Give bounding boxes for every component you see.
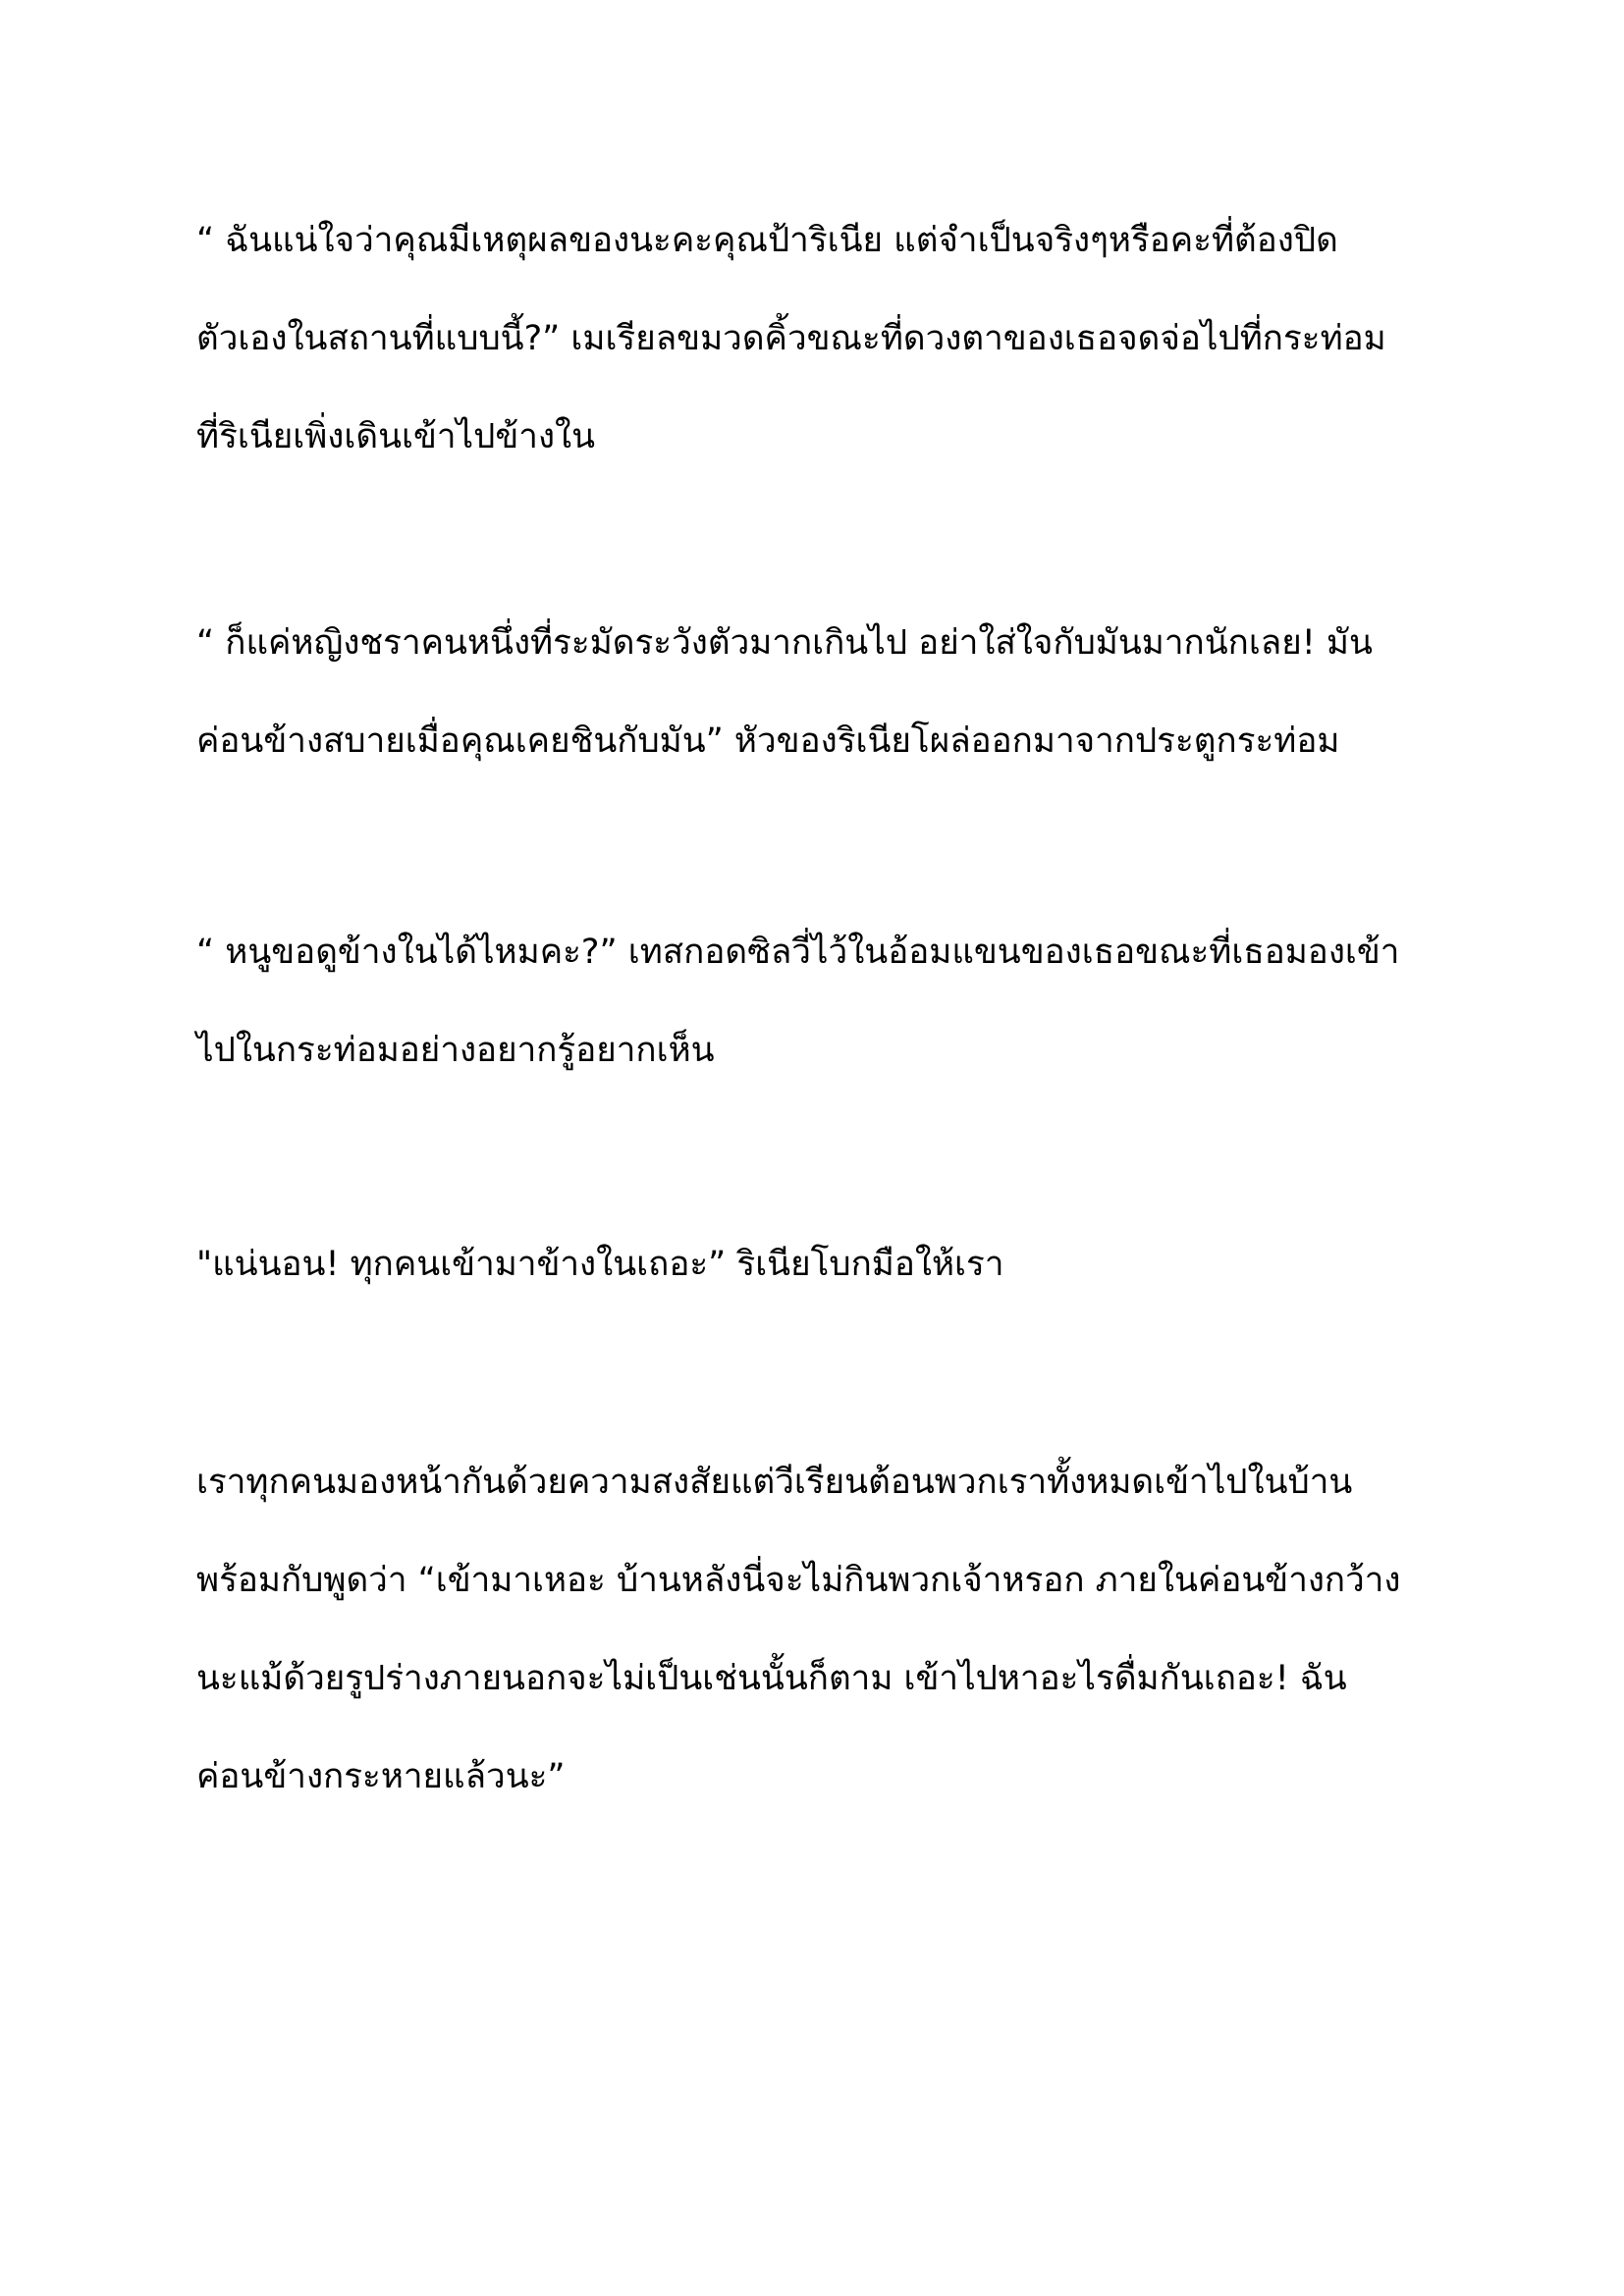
text-line: เราทุกคนมองหน้ากันด้วยความสงสัยแต่วีเรียนต้อนพวกเราทั้งหมดเข้าไปในบ้าน [196, 1463, 1353, 1502]
text-line: “ ก็แค่หญิงชราคนหนึ่งที่ระมัดระวังตัวมากเกินไป อย่าใส่ใจกับมันมากนักเลย! มัน [196, 623, 1373, 663]
paragraph-1 [196, 191, 1453, 486]
text-line: “ หนูขอดูข้างในได้ไหมคะ?” เทสกอดซิลวี่ไว้ในอ้อมแขนของเธอขณะที่เธอมองเข้า [196, 933, 1400, 972]
text-line: ที่ริเนียเพิ่งเดินเข้าไปข้างใน [196, 417, 596, 456]
text-line: ตัวเองในสถานที่แบบนี้?” เมเรียลขมวดคิ้วขณะที่ดวงตาของเธอจดจ่อไปที่กระท่อม [196, 319, 1386, 358]
paragraph-3 [196, 903, 1453, 1099]
paragraph-5 [196, 1433, 1453, 1826]
text-line: "แน่นอน! ทุกคนเข้ามาข้างในเถอะ” ริเนียโบกมือให้เรา [196, 1245, 1004, 1284]
text-line: นะแม้ด้วยรูปร่างภายนอกจะไม่เป็นเช่นนั้นก็ตาม เข้าไปหาอะไรดื่มกันเถอะ! ฉัน [196, 1659, 1347, 1698]
paragraph-2 [196, 594, 1453, 790]
text-line: ค่อนข้างสบายเมื่อคุณเคยชินกับมัน” หัวของริเนียโผล่ออกมาจากประตูกระท่อม [196, 721, 1340, 761]
text-line: ไปในกระท่อมอย่างอยากรู้อยากเห็น [196, 1031, 715, 1070]
text-line: “ ฉันแน่ใจว่าคุณมีเหตุผลของนะคะคุณป้าริเนีย แต่จำเป็นจริงๆหรือคะที่ต้องปิด [196, 221, 1338, 260]
text-line: ค่อนข้างกระหายแล้วนะ” [196, 1757, 566, 1796]
text-line: พร้อมกับพูดว่า “เข้ามาเหอะ บ้านหลังนี่จะไม่กินพวกเจ้าหรอก ภายในค่อนข้างกว้าง [196, 1561, 1401, 1600]
paragraph-4 [196, 1215, 1453, 1313]
